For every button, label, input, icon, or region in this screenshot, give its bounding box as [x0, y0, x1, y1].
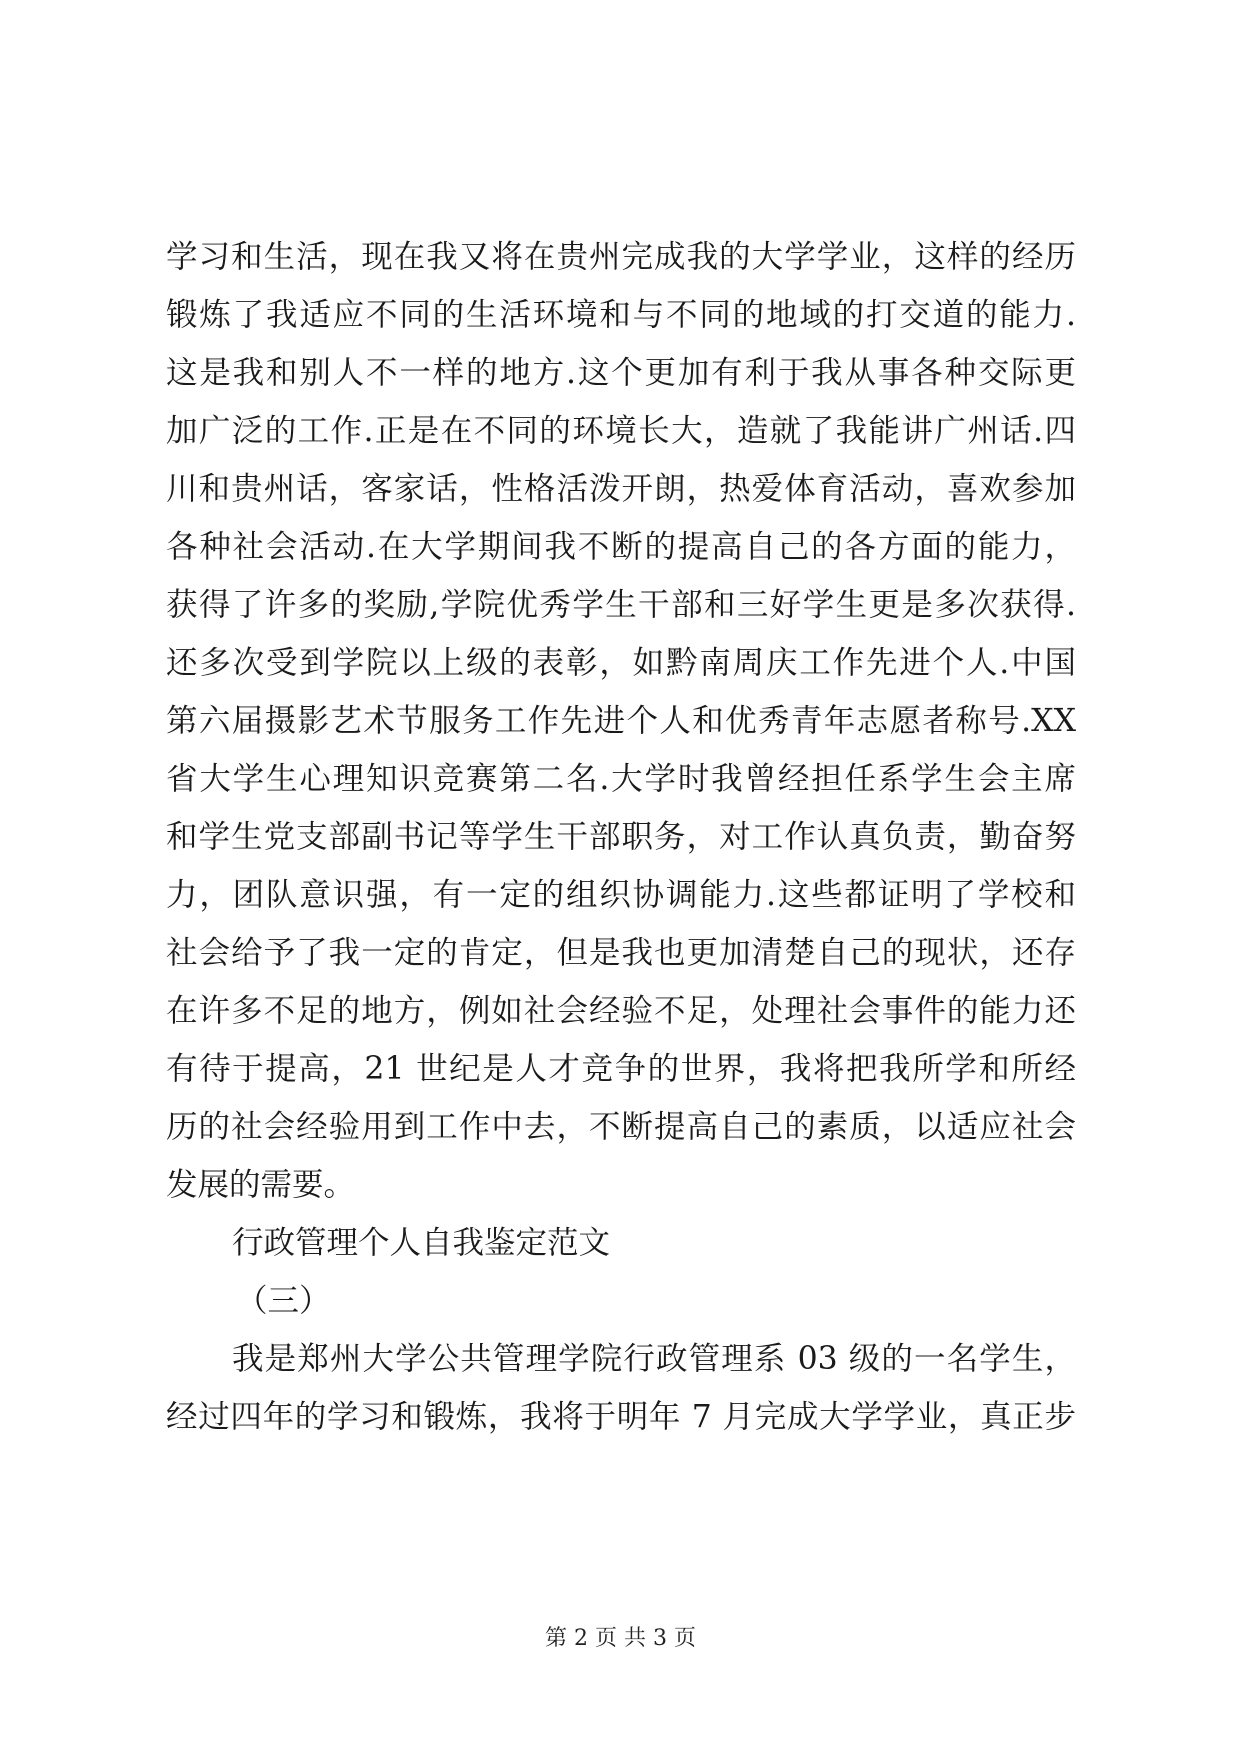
paragraph-line: 锻炼了我适应不同的生活环境和与不同的地域的打交道的能力.: [166, 297, 1076, 333]
paragraph-line: 有待于提高，21 世纪是人才竞争的世界，我将把我所学和所经: [166, 1051, 1076, 1087]
paragraph-line: 学习和生活，现在我又将在贵州完成我的大学学业，这样的经历: [166, 239, 1076, 275]
paragraph-line: 省大学生心理知识竞赛第二名.大学时我曾经担任系学生会主席: [166, 761, 1076, 797]
paragraph-line: 加广泛的工作.正是在不同的环境长大，造就了我能讲广州话.四: [166, 413, 1076, 449]
paragraph-line: 发展的需要。: [166, 1167, 356, 1203]
section-heading: 行政管理个人自我鉴定范文: [232, 1225, 611, 1261]
paragraph-line: 在许多不足的地方，例如社会经验不足，处理社会事件的能力还: [166, 993, 1076, 1029]
paragraph-line: 我是郑州大学公共管理学院行政管理系 03 级的一名学生，: [232, 1341, 1076, 1377]
paragraph-line: 川和贵州话，客家话，性格活泼开朗，热爱体育活动，喜欢参加: [166, 471, 1076, 507]
paragraph-line: 还多次受到学院以上级的表彰，如黔南周庆工作先进个人.中国: [166, 645, 1076, 681]
paragraph-line: 和学生党支部副书记等学生干部职务，对工作认真负责，勤奋努: [166, 819, 1076, 855]
paragraph-line: 社会给予了我一定的肯定，但是我也更加清楚自己的现状，还存: [166, 935, 1076, 971]
paragraph-line: 获得了许多的奖励,学院优秀学生干部和三好学生更是多次获得.: [166, 587, 1076, 623]
document-body: [166, 228, 1076, 1446]
paragraph-line: 历的社会经验用到工作中去，不断提高自己的素质，以适应社会: [166, 1109, 1076, 1145]
paragraph-line: 第六届摄影艺术节服务工作先进个人和优秀青年志愿者称号.XX: [166, 703, 1076, 739]
paragraph-line: 力，团队意识强，有一定的组织协调能力.这些都证明了学校和: [166, 877, 1076, 913]
section-subheading: （三）: [236, 1283, 331, 1319]
page-footer: 第 2 页 共 3 页: [545, 1626, 696, 1651]
paragraph-line: 经过四年的学习和锻炼，我将于明年 7 月完成大学学业，真正步: [166, 1399, 1076, 1435]
paragraph-line: 这是我和别人不一样的地方.这个更加有利于我从事各种交际更: [166, 355, 1076, 391]
paragraph-line: 各种社会活动.在大学期间我不断的提高自己的各方面的能力，: [166, 529, 1076, 565]
